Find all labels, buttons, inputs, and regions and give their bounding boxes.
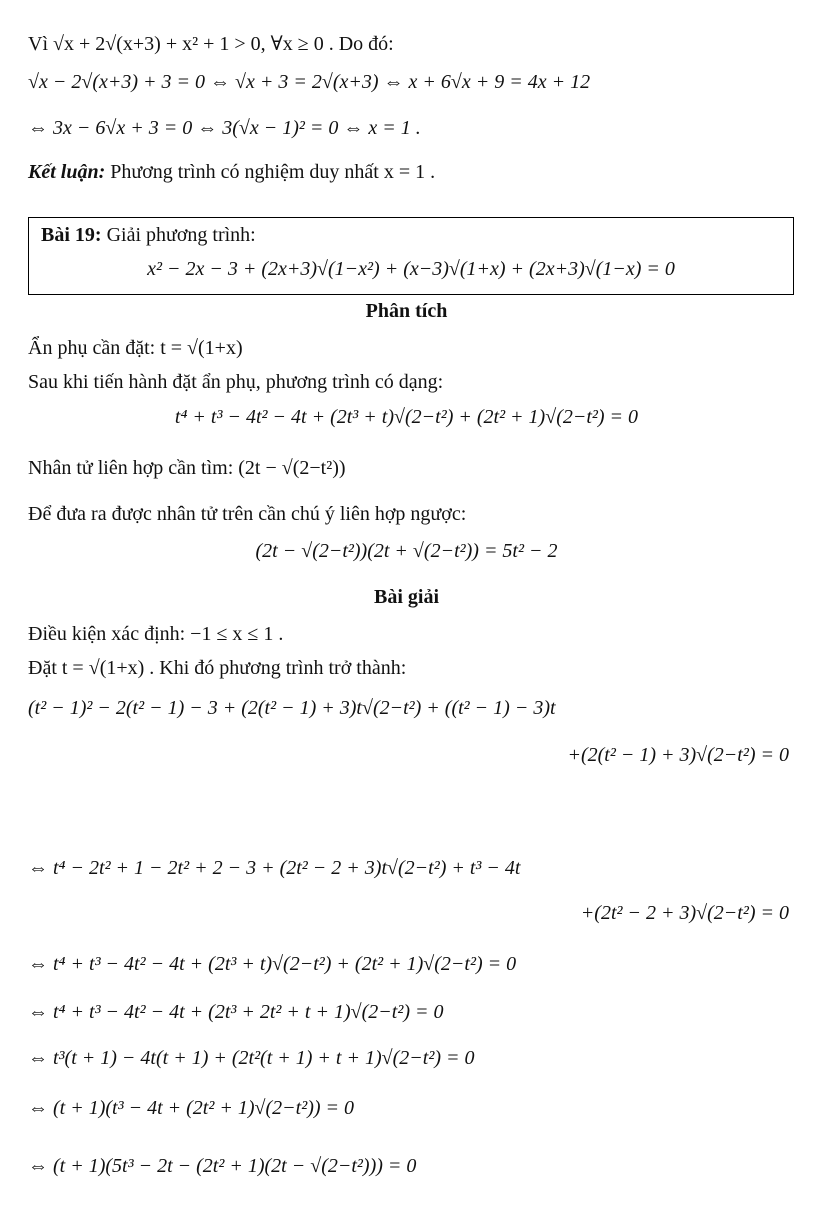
intro-line-2: √x − 2√(x+3) + 3 = 0 ⇔ √x + 3 = 2√(x+3) ⇔ x + 6√x + 9 = 4x + 12	[28, 71, 591, 93]
analysis-line-1: Ẩn phụ cần đặt: t = √(1+x)	[28, 337, 243, 359]
problem-box	[28, 217, 794, 295]
solution-step-5: ⇔ t³(t + 1) − 4t(t + 1) + (2t²(t + 1) + t + 1)√(2−t²) = 0	[28, 1047, 475, 1069]
solution-step-2a: ⇔ t⁴ − 2t² + 1 − 2t² + 2 − 3 + (2t² − 2 + 3)t√(2−t²) + t³ − 4t	[28, 857, 521, 879]
conclusion	[28, 160, 435, 184]
analysis-line-2: Sau khi tiến hành đặt ẩn phụ, phương trình có dạng:	[28, 371, 444, 393]
intro-line-1: Vì √x + 2√(x+3) + x² + 1 > 0, ∀x ≥ 0 . Do đó:	[28, 33, 394, 55]
solution-step-7: ⇔ (t + 1)(5t³ − 2t − (2t² + 1)(2t − √(2−t²))) = 0	[28, 1155, 417, 1177]
problem-label: Bài 19:	[41, 224, 102, 246]
solution-heading: Bài giải	[373, 586, 439, 608]
intro-line-3: ⇔ 3x − 6√x + 3 = 0 ⇔ 3(√x − 1)² = 0 ⇔ x = 1 .	[28, 117, 421, 139]
solution-line-2: Đặt t = √(1+x) . Khi đó phương trình trở thành:	[28, 657, 407, 679]
conclusion-text: Phương trình có nghiệm duy nhất x = 1 .	[105, 161, 436, 183]
problem-title	[41, 224, 256, 247]
analysis-line-3: Nhân tử liên hợp cần tìm: (2t − √(2−t²))	[28, 457, 346, 479]
solution-step-2b: +(2t² − 2 + 3)√(2−t²) = 0	[580, 902, 789, 924]
solution-step-4: ⇔ t⁴ + t³ − 4t² − 4t + (2t³ + 2t² + t + 1)√(2−t²) = 0	[28, 1001, 444, 1023]
solution-step-1b: +(2(t² − 1) + 3)√(2−t²) = 0	[567, 744, 789, 766]
conclusion-label: Kết luận:	[28, 161, 106, 183]
analysis-equation-2: (2t − √(2−t²))(2t + √(2−t²)) = 5t² − 2	[255, 540, 558, 562]
analysis-heading: Phân tích	[365, 300, 448, 322]
analysis-line-4: Để đưa ra được nhân tử trên cần chú ý liên hợp ngược:	[28, 503, 467, 525]
solution-step-1a: (t² − 1)² − 2(t² − 1) − 3 + (2(t² − 1) + 3)t√(2−t²) + ((t² − 1) − 3)t	[28, 697, 556, 719]
solution-step-3: ⇔ t⁴ + t³ − 4t² − 4t + (2t³ + t)√(2−t²) + (2t² + 1)√(2−t²) = 0	[28, 953, 517, 975]
analysis-equation-1: t⁴ + t³ − 4t² − 4t + (2t³ + t)√(2−t²) + (2t² + 1)√(2−t²) = 0	[174, 406, 639, 428]
problem-equation: x² − 2x − 3 + (2x+3)√(1−x²) + (x−3)√(1+x) + (2x+3)√(1−x) = 0	[147, 258, 675, 280]
solution-step-6: ⇔ (t + 1)(t³ − 4t + (2t² + 1)√(2−t²)) = 0	[28, 1097, 355, 1119]
problem-text: Giải phương trình:	[101, 224, 256, 246]
solution-line-1: Điều kiện xác định: −1 ≤ x ≤ 1 .	[28, 623, 284, 645]
